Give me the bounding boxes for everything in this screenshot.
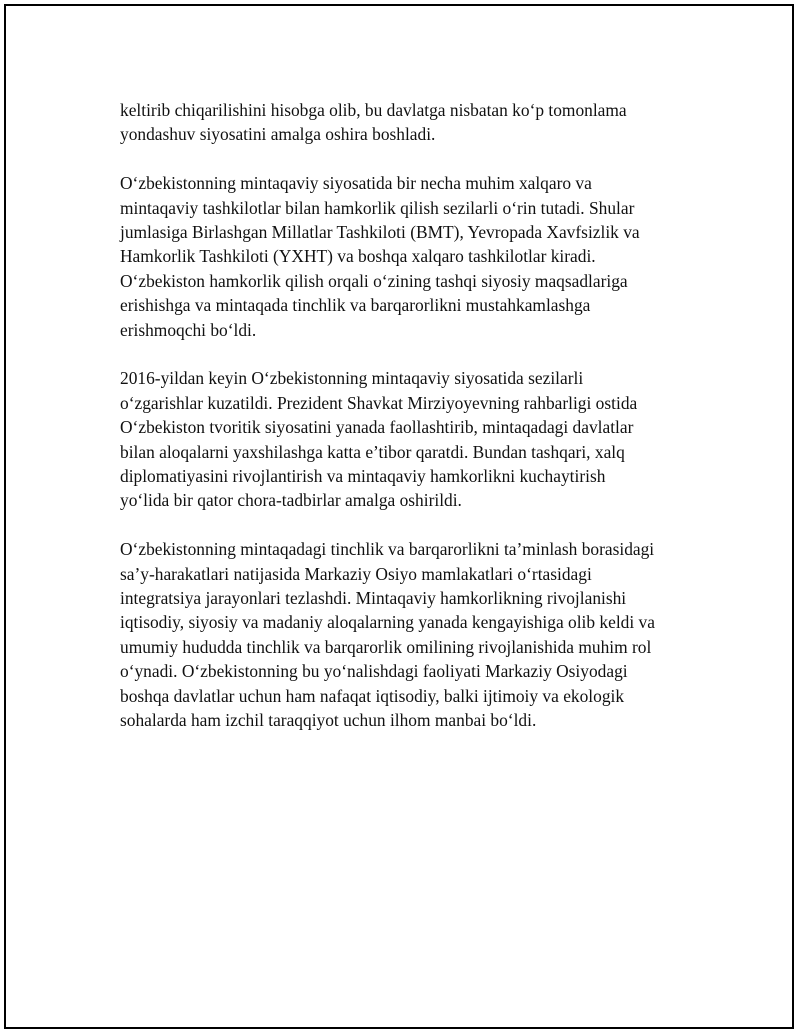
paragraph-3	[120, 366, 700, 512]
document-page	[4, 4, 794, 1029]
document-body	[120, 98, 700, 757]
text-line: 2016-yildan keyin O‘zbekistonning mintaqaviy siyosatida sezilarli	[120, 368, 584, 389]
text-line: keltirib chiqarilishini hisobga olib, bu davlatga nisbatan ko‘p tomonlama	[120, 100, 627, 120]
text-line: mintaqaviy tashkilotlar bilan hamkorlik qilish sezilarli o‘rin tutadi. Shular	[120, 197, 635, 218]
text-line: o‘zgarishlar kuzatildi. Prezident Shavkat Mirziyoyevning rahbarligi ostida	[120, 392, 638, 413]
text-line: jumlasiga Birlashgan Millatlar Tashkiloti (BMT), Yevropada Xavfsizlik va	[120, 222, 640, 243]
text-line: O‘zbekiston hamkorlik qilish orqali o‘zining tashqi siyosiy maqsadlariga	[120, 270, 628, 291]
text-line: O‘zbekiston tvoritik siyosatini yanada faollashtirib, mintaqadagi davlatlar	[120, 417, 634, 438]
text-line: Hamkorlik Tashkiloti (YXHT) va boshqa xalqaro tashkilotlar kiradi.	[120, 246, 596, 267]
text-line: sohalarda ham izchil taraqqiyot uchun ilhom manbai bo‘ldi.	[120, 710, 537, 731]
text-line: erishishga va mintaqada tinchlik va barqarorlikni mustahkamlashga	[120, 295, 591, 316]
text-line: diplomatiyasini rivojlantirish va mintaqaviy hamkorlikni kuchaytirish	[120, 466, 606, 487]
text-line: o‘ynadi. O‘zbekistonning bu yo‘nalishdagi faoliyati Markaziy Osiyodagi	[120, 661, 628, 682]
text-line: yondashuv siyosatini amalga oshira boshladi.	[120, 124, 436, 145]
text-line: bilan aloqalarni yaxshilashga katta e’tibor qaratdi. Bundan tashqari, xalq	[120, 441, 625, 462]
text-line: erishmoqchi bo‘ldi.	[120, 319, 257, 340]
text-line: O‘zbekistonning mintaqaviy siyosatida bir necha muhim xalqaro va	[120, 173, 592, 194]
text-line: umumiy hududda tinchlik va barqarorlik omilining rivojlanishida muhim rol	[120, 636, 652, 657]
paragraph-4	[120, 537, 700, 732]
text-line: yo‘lida bir qator chora-tadbirlar amalga oshirildi.	[120, 490, 462, 511]
paragraph-1	[120, 98, 700, 147]
text-line: boshqa davlatlar uchun ham nafaqat iqtisodiy, balki ijtimoiy va ekologik	[120, 685, 625, 706]
text-line: integratsiya jarayonlari tezlashdi. Mintaqaviy hamkorlikning rivojlanishi	[120, 588, 627, 609]
text-line: iqtisodiy, siyosiy va madaniy aloqalarning yanada kengayishiga olib keldi va	[120, 612, 655, 633]
text-line: sa’y-harakatlari natijasida Markaziy Osiyo mamlakatlari o‘rtasidagi	[120, 563, 592, 584]
paragraph-2	[120, 171, 700, 342]
text-line: O‘zbekistonning mintaqadagi tinchlik va barqarorlikni ta’minlash borasidagi	[120, 539, 655, 560]
